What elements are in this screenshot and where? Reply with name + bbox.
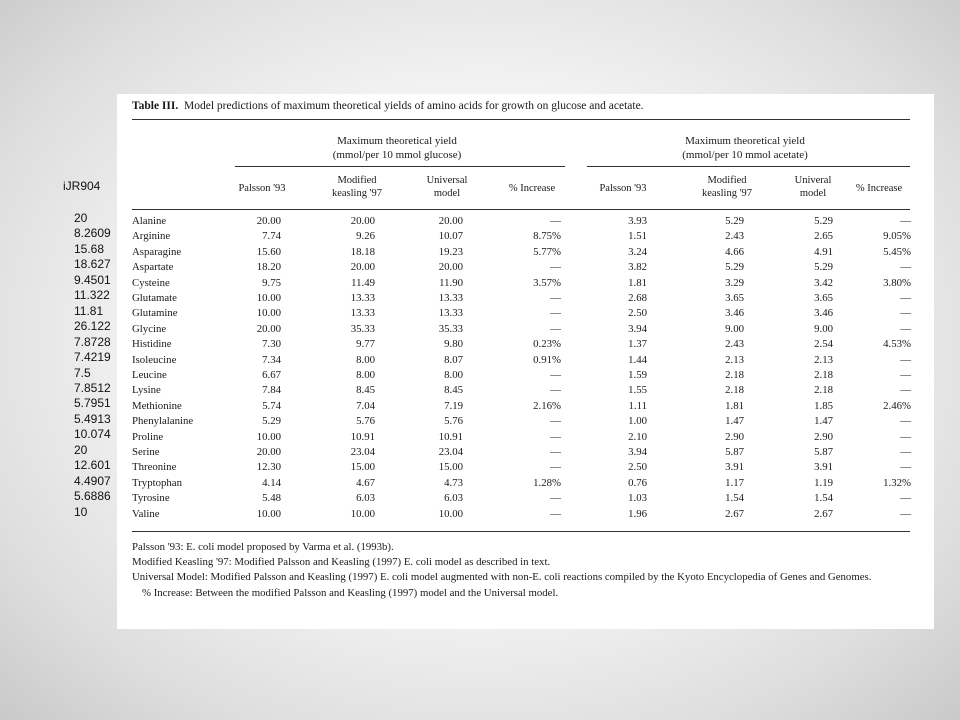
row-cell: — <box>550 322 561 335</box>
row-cell: 3.91 <box>814 461 833 474</box>
row-cell: — <box>900 215 911 227</box>
row-cell: — <box>900 369 911 381</box>
row-amino-acid: Serine <box>132 446 160 458</box>
row-cell: 2.90 <box>725 430 744 443</box>
row-cell: 4.73 <box>444 476 463 489</box>
row-cell: — <box>900 292 911 304</box>
row-cell: 7.34 <box>262 353 281 366</box>
row-cell: 2.50 <box>628 461 647 474</box>
glucose-group-line-1: Maximum theoretical yield <box>337 135 457 147</box>
table-caption-text: Model predictions of maximum theoretical yields of amino acids for growth on glucose and acetate. <box>184 100 644 112</box>
acetate-col-increase-line: % Increase <box>855 183 903 194</box>
header-rule <box>132 209 910 210</box>
acetate-col-universal-line: Univeral <box>794 175 832 186</box>
glucose-col-modified <box>317 174 397 200</box>
table-row <box>117 260 934 275</box>
row-amino-acid: Tyrosine <box>132 492 170 505</box>
row-cell: 3.65 <box>814 292 833 304</box>
row-amino-acid: Histidine <box>132 338 172 351</box>
row-cell: 10.00 <box>256 507 281 520</box>
row-cell: — <box>550 492 561 505</box>
side-value: 8.2609 <box>74 226 111 241</box>
row-cell: 9.80 <box>444 338 463 351</box>
footnote: Universal Model: Modified Palsson and Keasling (1997) E. coli model augmented with non-E. coli reactions compiled by the Kyoto Encyclopedia of Genes and Genomes. <box>132 571 872 584</box>
side-value: 5.4913 <box>74 411 111 426</box>
row-cell: 6.03 <box>356 492 375 505</box>
row-cell: — <box>900 261 911 274</box>
row-cell: — <box>900 461 911 474</box>
row-amino-acid: Glutamine <box>132 307 178 320</box>
row-cell: 8.00 <box>444 369 463 381</box>
row-cell: 0.91% <box>533 353 561 366</box>
row-cell: 10.00 <box>438 507 463 520</box>
row-cell: — <box>550 415 561 428</box>
row-cell: 20.00 <box>256 215 281 227</box>
row-cell: 13.33 <box>350 307 375 320</box>
table-row <box>117 399 934 414</box>
table-row <box>117 276 934 291</box>
row-cell: 8.45 <box>356 384 375 397</box>
row-cell: 2.43 <box>725 230 744 243</box>
side-title: iJR904 <box>63 179 101 193</box>
table-row <box>117 322 934 337</box>
glucose-col-increase-line: % Increase <box>508 183 556 194</box>
acetate-col-modified-line: Modified <box>707 175 747 186</box>
row-cell: 7.04 <box>356 399 375 412</box>
row-cell: 2.18 <box>725 369 744 381</box>
row-cell: 1.96 <box>628 507 647 520</box>
row-cell: 1.32% <box>883 476 911 489</box>
row-cell: 3.46 <box>725 307 744 320</box>
row-amino-acid: Glutamate <box>132 292 177 304</box>
glucose-col-universal-line: model <box>433 188 461 199</box>
row-cell: 5.76 <box>444 415 463 428</box>
row-cell: 2.10 <box>628 430 647 443</box>
row-cell: — <box>550 446 561 458</box>
row-cell: 8.45 <box>444 384 463 397</box>
row-cell: 8.00 <box>356 353 375 366</box>
row-cell: 1.47 <box>725 415 744 428</box>
glucose-col-increase <box>492 182 572 195</box>
table-row <box>117 245 934 260</box>
row-cell: 1.55 <box>628 384 647 397</box>
acetate-group-line-2: (mmol/per 10 mmol acetate) <box>682 149 808 161</box>
table-row <box>117 383 934 398</box>
glucose-col-modified-line: keasling '97 <box>331 188 382 199</box>
row-cell: — <box>550 384 561 397</box>
row-cell: 20.00 <box>350 261 375 274</box>
row-cell: — <box>900 415 911 428</box>
row-cell: 3.94 <box>628 322 647 335</box>
row-cell: 18.20 <box>256 261 281 274</box>
row-cell: 10.00 <box>256 307 281 320</box>
row-amino-acid: Lysine <box>132 384 161 397</box>
row-cell: 9.77 <box>356 338 375 351</box>
row-cell: — <box>550 215 561 227</box>
row-cell: — <box>900 307 911 320</box>
row-cell: 1.19 <box>814 476 833 489</box>
row-cell: 3.42 <box>814 276 833 289</box>
row-cell: 5.29 <box>725 215 744 227</box>
row-cell: 35.33 <box>350 322 375 335</box>
row-cell: 3.91 <box>725 461 744 474</box>
row-cell: 20.00 <box>256 446 281 458</box>
row-cell: 2.54 <box>814 338 833 351</box>
row-cell: 15.60 <box>256 245 281 258</box>
row-cell: 1.03 <box>628 492 647 505</box>
row-amino-acid: Glycine <box>132 322 167 335</box>
row-cell: 15.00 <box>350 461 375 474</box>
glucose-col-modified-line: Modified <box>337 175 377 186</box>
table-footnotes <box>132 540 932 601</box>
row-cell: 2.67 <box>814 507 833 520</box>
row-cell: 4.53% <box>883 338 911 351</box>
table-image <box>117 94 934 629</box>
row-cell: 4.14 <box>262 476 281 489</box>
side-value: 4.4907 <box>74 473 111 488</box>
acetate-group-line-1: Maximum theoretical yield <box>685 135 805 147</box>
table-row <box>117 491 934 506</box>
row-cell: 11.49 <box>351 276 375 289</box>
row-cell: 7.84 <box>262 384 281 397</box>
side-value: 5.7951 <box>74 396 111 411</box>
table-row <box>117 368 934 383</box>
row-cell: 13.33 <box>438 307 463 320</box>
glucose-col-palsson <box>222 182 302 195</box>
row-cell: — <box>900 492 911 505</box>
row-cell: 1.44 <box>628 353 647 366</box>
table-row <box>117 291 934 306</box>
row-cell: 9.00 <box>814 322 833 335</box>
table-row <box>117 460 934 475</box>
row-cell: 2.18 <box>725 384 744 397</box>
acetate-col-modified-line: keasling '97 <box>701 188 752 199</box>
row-cell: 10.91 <box>438 430 463 443</box>
row-cell: 4.67 <box>356 476 375 489</box>
row-cell: 10.91 <box>350 430 375 443</box>
table-caption-label: Table III. <box>132 100 179 112</box>
glucose-col-universal <box>407 174 487 200</box>
row-cell: 23.04 <box>350 446 375 458</box>
glucose-col-universal-line: Universal <box>426 175 468 186</box>
row-cell: 5.45% <box>883 245 911 258</box>
row-cell: 2.65 <box>814 230 833 243</box>
row-cell: 2.46% <box>883 399 911 412</box>
footnote: Palsson '93: E. coli model proposed by Varma et al. (1993b). <box>132 541 394 553</box>
row-cell: — <box>900 507 911 520</box>
row-cell: — <box>550 461 561 474</box>
row-amino-acid: Methionine <box>132 399 182 412</box>
row-cell: 10.00 <box>256 430 281 443</box>
row-cell: — <box>550 430 561 443</box>
row-amino-acid: Cysteine <box>132 276 170 289</box>
side-value: 18.627 <box>74 257 111 272</box>
row-cell: 20.00 <box>350 215 375 227</box>
row-cell: 2.50 <box>628 307 647 320</box>
row-cell: 9.05% <box>883 230 911 243</box>
row-cell: 2.43 <box>725 338 744 351</box>
row-cell: 20.00 <box>438 261 463 274</box>
row-amino-acid: Isoleucine <box>132 353 177 366</box>
row-cell: 3.24 <box>628 245 647 258</box>
footnote: Modified Keasling '97: Modified Palsson and Keasling (1997) E. coli model as described in text. <box>132 556 551 569</box>
table-row <box>117 337 934 352</box>
acetate-col-palsson-line: Palsson '93 <box>599 183 647 194</box>
row-cell: — <box>900 446 911 458</box>
row-amino-acid: Tryptophan <box>132 476 182 489</box>
row-cell: 1.17 <box>725 476 744 489</box>
glucose-group-rule <box>235 166 565 167</box>
row-cell: 5.87 <box>725 446 744 458</box>
row-cell: 2.13 <box>814 353 833 366</box>
row-amino-acid: Leucine <box>132 369 167 381</box>
side-value: 15.68 <box>74 241 105 256</box>
glucose-group-header <box>307 134 487 162</box>
acetate-col-modified <box>687 174 767 200</box>
table-row <box>117 214 934 229</box>
acetate-col-increase <box>839 182 919 195</box>
row-cell: 7.30 <box>262 338 281 351</box>
table-row <box>117 507 934 522</box>
row-cell: 1.81 <box>725 399 744 412</box>
row-amino-acid: Arginine <box>132 230 171 243</box>
row-cell: 11.90 <box>439 276 463 289</box>
row-amino-acid: Valine <box>132 507 160 520</box>
row-cell: 3.29 <box>725 276 744 289</box>
table-row <box>117 229 934 244</box>
top-rule <box>132 119 910 120</box>
row-cell: — <box>900 353 911 366</box>
side-value: 10 <box>74 504 88 519</box>
side-value: 7.5 <box>74 365 91 380</box>
row-cell: 9.00 <box>725 322 744 335</box>
row-cell: 3.80% <box>883 276 911 289</box>
row-cell: — <box>550 307 561 320</box>
row-cell: 1.81 <box>628 276 647 289</box>
row-cell: 5.77% <box>533 245 561 258</box>
row-cell: 8.00 <box>356 369 375 381</box>
row-cell: 9.26 <box>356 230 375 243</box>
row-cell: 20.00 <box>438 215 463 227</box>
side-value: 7.8512 <box>74 380 111 395</box>
side-value: 20 <box>74 442 88 457</box>
row-cell: 0.76 <box>628 476 647 489</box>
row-amino-acid: Phenylalanine <box>132 415 194 428</box>
row-cell: — <box>550 292 561 304</box>
row-cell: 10.00 <box>350 507 375 520</box>
side-value: 12.601 <box>74 458 111 473</box>
row-cell: 6.67 <box>262 369 281 381</box>
side-value: 11.81 <box>74 303 104 318</box>
row-cell: 2.90 <box>814 430 833 443</box>
table-row <box>117 353 934 368</box>
row-cell: 1.54 <box>814 492 833 505</box>
row-cell: — <box>900 322 911 335</box>
acetate-col-universal-line: model <box>799 188 827 199</box>
row-cell: 1.11 <box>628 399 647 412</box>
table-row <box>117 476 934 491</box>
side-value: 20 <box>74 211 88 225</box>
row-cell: 1.54 <box>725 492 744 505</box>
row-cell: 5.87 <box>814 446 833 458</box>
row-cell: 35.33 <box>438 322 463 335</box>
row-cell: 2.16% <box>533 399 561 412</box>
row-cell: 5.76 <box>356 415 375 428</box>
row-cell: 1.47 <box>814 415 833 428</box>
table-row <box>117 306 934 321</box>
row-cell: 19.23 <box>438 245 463 258</box>
side-value-list <box>74 211 111 520</box>
row-cell: 13.33 <box>350 292 375 304</box>
row-cell: 20.00 <box>256 322 281 335</box>
acetate-group-rule <box>587 166 910 167</box>
row-cell: 15.00 <box>438 461 463 474</box>
acetate-group-header <box>655 134 835 162</box>
row-cell: 10.00 <box>256 292 281 304</box>
row-cell: 18.18 <box>350 245 375 258</box>
row-cell: 6.03 <box>444 492 463 505</box>
row-cell: 3.46 <box>814 307 833 320</box>
row-cell: 1.59 <box>628 369 647 381</box>
row-cell: — <box>550 507 561 520</box>
row-cell: — <box>900 384 911 397</box>
row-cell: 5.29 <box>814 261 833 274</box>
row-cell: 2.13 <box>725 353 744 366</box>
table-row <box>117 430 934 445</box>
row-cell: 5.29 <box>725 261 744 274</box>
row-cell: 4.66 <box>725 245 744 258</box>
row-cell: 4.91 <box>814 245 833 258</box>
row-cell: 13.33 <box>438 292 463 304</box>
row-cell: 0.23% <box>533 338 561 351</box>
row-cell: 2.67 <box>725 507 744 520</box>
row-cell: 7.19 <box>444 399 463 412</box>
bottom-rule <box>132 531 910 532</box>
row-cell: 10.07 <box>438 230 463 243</box>
row-cell: 9.75 <box>262 276 281 289</box>
side-value: 10.074 <box>74 427 111 442</box>
row-amino-acid: Aspartate <box>132 261 174 274</box>
side-value: 9.4501 <box>74 272 111 287</box>
row-cell: 3.94 <box>628 446 647 458</box>
side-value: 11.322 <box>74 288 110 303</box>
row-cell: 1.51 <box>628 230 647 243</box>
row-cell: 12.30 <box>256 461 281 474</box>
glucose-col-palsson-line: Palsson '93 <box>238 183 286 194</box>
row-cell: 3.65 <box>725 292 744 304</box>
row-amino-acid: Proline <box>132 430 164 443</box>
side-value: 5.6886 <box>74 489 111 504</box>
row-cell: 2.68 <box>628 292 647 304</box>
row-amino-acid: Alanine <box>132 215 167 227</box>
footnote: % Increase: Between the modified Palsson and Keasling (1997) model and the Universal model. <box>142 586 559 599</box>
side-value: 7.4219 <box>74 350 111 365</box>
acetate-col-palsson <box>583 182 663 195</box>
row-cell: 2.18 <box>814 384 833 397</box>
row-cell: — <box>550 261 561 274</box>
row-cell: 3.82 <box>628 261 647 274</box>
table-row <box>117 414 934 429</box>
row-cell: 23.04 <box>438 446 463 458</box>
row-cell: 3.93 <box>628 215 647 227</box>
row-cell: — <box>900 430 911 443</box>
table-row <box>117 445 934 460</box>
side-value: 26.122 <box>74 319 111 334</box>
row-cell: 1.00 <box>628 415 647 428</box>
row-cell: 5.48 <box>262 492 281 505</box>
side-value: 7.8728 <box>74 334 111 349</box>
row-amino-acid: Asparagine <box>132 245 182 258</box>
row-cell: 5.74 <box>262 399 281 412</box>
row-cell: 1.37 <box>628 338 647 351</box>
row-cell: 2.18 <box>814 369 833 381</box>
row-cell: 5.29 <box>814 215 833 227</box>
table-caption <box>132 100 644 112</box>
row-cell: 3.57% <box>533 276 561 289</box>
row-cell: 8.07 <box>444 353 463 366</box>
row-cell: 1.28% <box>533 476 561 489</box>
row-cell: 8.75% <box>533 230 561 243</box>
row-cell: 5.29 <box>262 415 281 428</box>
row-cell: 7.74 <box>262 230 281 243</box>
row-cell: 1.85 <box>814 399 833 412</box>
glucose-group-line-2: (mmol/per 10 mmol glucose) <box>332 149 462 161</box>
row-cell: — <box>550 369 561 381</box>
row-amino-acid: Threonine <box>132 461 177 474</box>
